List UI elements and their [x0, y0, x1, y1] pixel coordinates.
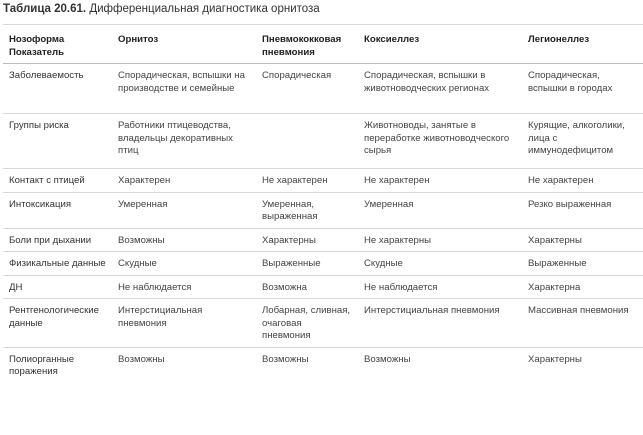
row-label: Рентгенологические данные: [3, 299, 112, 348]
row-label: Контакт с птицей: [3, 169, 112, 193]
table-cell: Массивная пневмония: [522, 299, 643, 348]
row-label: Заболеваемость: [3, 64, 112, 114]
table-cell: Характерна: [522, 275, 643, 299]
column-header: Легионеллез: [522, 25, 643, 64]
table-cell: Умеренная: [112, 192, 256, 228]
table-number: Таблица 20.61.: [3, 3, 87, 15]
table-cell: Умеренная, выраженная: [256, 192, 358, 228]
table-caption: [3, 3, 320, 15]
column-header: Орнитоз: [112, 25, 256, 64]
table-cell: Спорадическая, вспышки на производстве и семейные: [112, 64, 256, 114]
table-cell: Возможны: [118, 353, 165, 365]
table-cell: Характерен: [112, 169, 256, 193]
column-header: Пневмококковая пневмония: [256, 25, 358, 64]
table-title: Дифференциальная диагностика орнитоза: [89, 3, 320, 15]
row-label: Полиорганные поражения: [9, 353, 75, 377]
table-cell: Не наблюдается: [112, 275, 256, 299]
table-cell: Характерны: [522, 228, 643, 252]
column-header: Коксиеллез: [358, 25, 522, 64]
table-cell: Интерстициальная пневмония: [358, 299, 522, 348]
table-cell: Работники птицеводства, владельцы декоративных птиц: [112, 114, 256, 169]
row-label: Интоксикация: [3, 192, 112, 228]
corner-header-line: Показатель: [9, 46, 65, 58]
row-label: Физикальные данные: [3, 252, 112, 276]
row-label: ДН: [3, 275, 112, 299]
table-cell: Интерстициальная пневмония: [112, 299, 256, 348]
table-cell: Спорадическая: [256, 64, 358, 114]
corner-header-line: Нозоформа: [9, 34, 65, 45]
table-cell: Скудные: [112, 252, 256, 276]
table-row: [3, 299, 643, 348]
row-label: Боли при дыхании: [3, 228, 112, 252]
table-row: [3, 347, 643, 383]
table-row: [3, 64, 643, 114]
table-cell: Не характерен: [256, 169, 358, 193]
row-label: Группы риска: [3, 114, 112, 169]
table-cell: Возможны: [364, 353, 411, 365]
table-cell: Лобарная, сливная, очаговая пневмония: [256, 299, 358, 348]
table-cell: [256, 114, 358, 169]
table-row: [3, 192, 643, 228]
corner-header: [3, 25, 112, 64]
table-cell: Курящие, алкоголики, лица с иммунодефицитом: [522, 114, 643, 169]
differential-diagnosis-table: [3, 24, 643, 383]
table-cell: Спорадическая, вспышки в городах: [522, 64, 643, 114]
table-cell: Резко выраженная: [522, 192, 643, 228]
table-cell: Возможны: [262, 353, 309, 365]
table-cell: Умеренная: [358, 192, 522, 228]
table-row: [3, 275, 643, 299]
table-cell: Не характерен: [358, 169, 522, 193]
table-cell: Возможна: [256, 275, 358, 299]
table-cell: Выраженные: [522, 252, 643, 276]
table-cell: Характерны: [528, 353, 582, 365]
table-cell: Выраженные: [256, 252, 358, 276]
table-cell: Животноводы, занятые в переработке животноводческого сырья: [358, 114, 522, 169]
table-cell: Характерны: [256, 228, 358, 252]
table-row: [3, 228, 643, 252]
table-row: [3, 252, 643, 276]
table-header-row: [3, 25, 643, 64]
table-cell: Скудные: [358, 252, 522, 276]
table-cell: Возможны: [112, 228, 256, 252]
table-row: [3, 114, 643, 169]
table-cell: Не характерны: [358, 228, 522, 252]
table-cell: Спорадическая, вспышки в животноводческих регионах: [358, 64, 522, 114]
table-row: [3, 169, 643, 193]
table-cell: Не характерен: [522, 169, 643, 193]
table-cell: Не наблюдается: [358, 275, 522, 299]
